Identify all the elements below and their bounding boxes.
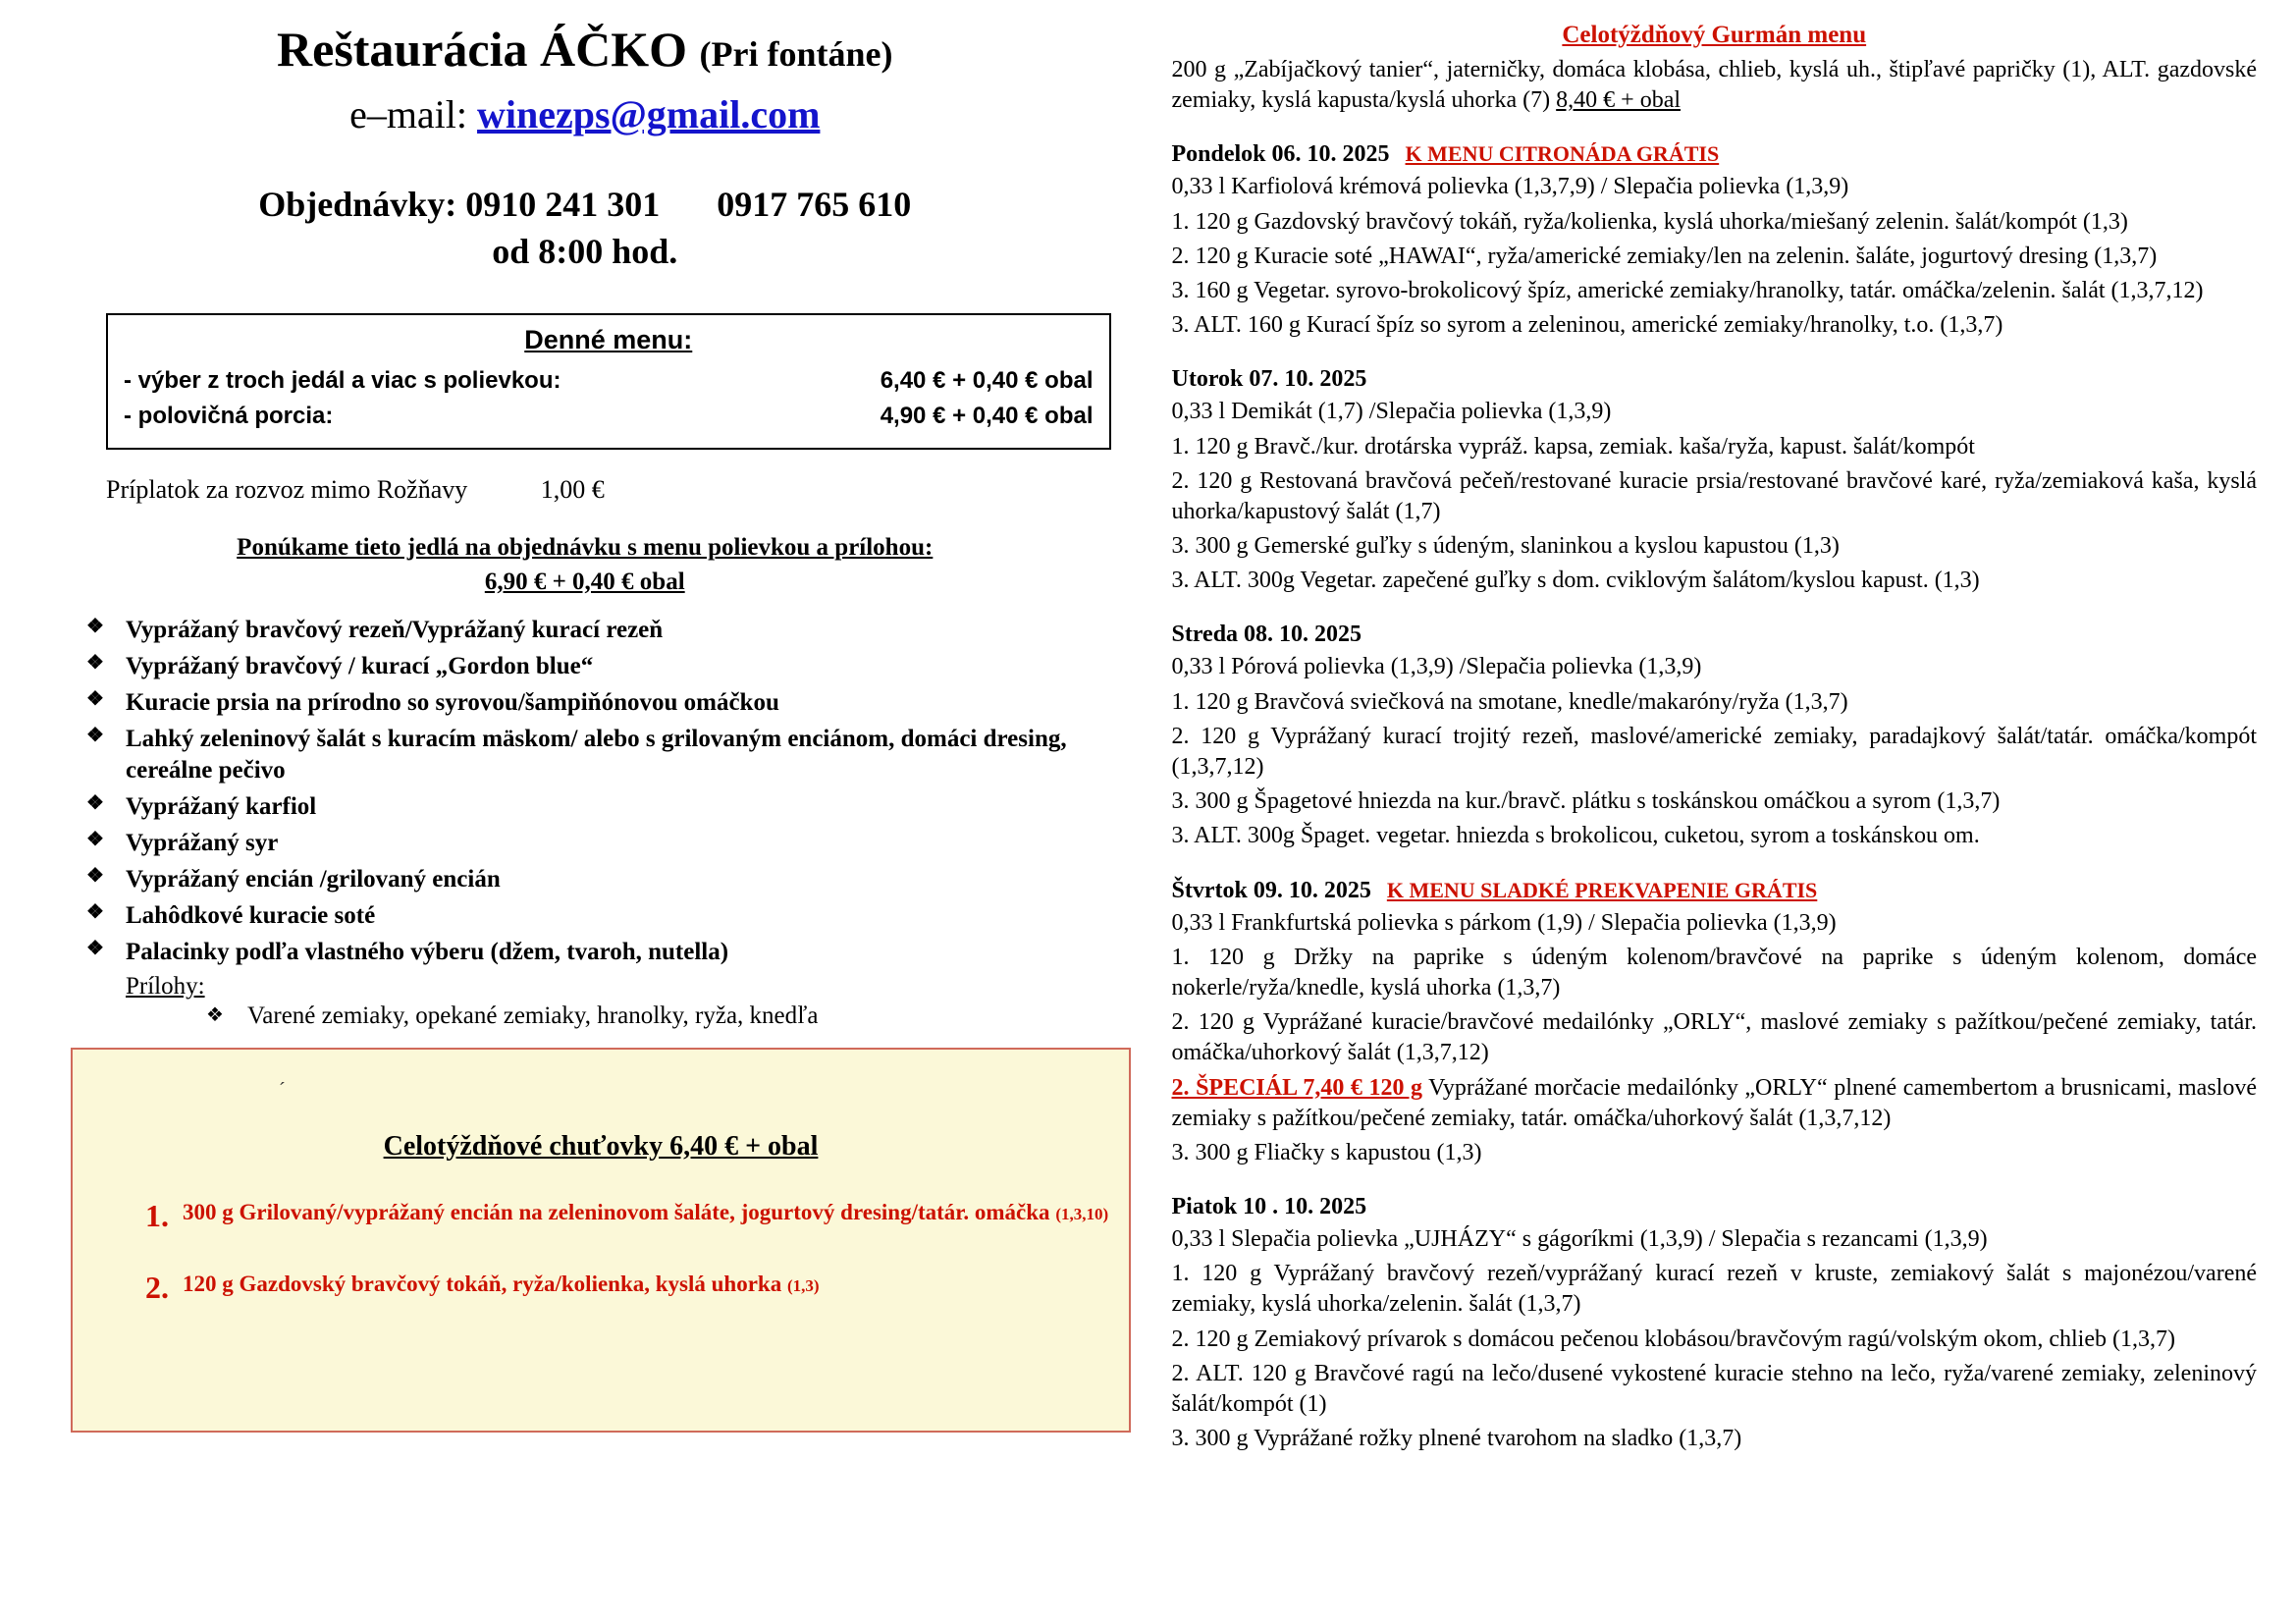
email-label: e–mail:	[349, 91, 468, 136]
menu-line: 0,33 l Pórová polievka (1,3,9) /Slepačia polievka (1,3,9)	[1171, 654, 1702, 680]
list-item: ❖ Vyprážaný bravčový rezeň/Vyprážaný kurací rezeň	[80, 615, 1141, 646]
menu-line: 1. 120 g Bravčová sviečková na smotane, knedle/makaróny/ryža (1,3,7)	[1171, 688, 1848, 715]
list-item: ❖ Vyprážaný bravčový / kurací „Gordon blue“	[80, 651, 1141, 682]
menu-line: 2. 120 g Restovaná bravčová pečeň/restované kuracie prsia/restované bravčové karé, ryža/zemiaková kaša, kyslá uhorka/kapustový šalát (1,7)	[1171, 467, 2257, 524]
gourmet-menu-text	[1172, 55, 2258, 116]
order-offer-line-2: 6,90 € + 0,40 € obal	[484, 568, 685, 595]
delivery-surcharge	[106, 475, 1141, 505]
phone-2: 0917 765 610	[717, 184, 912, 224]
weekly-special-item	[92, 1198, 1109, 1234]
weekly-special-text	[183, 1270, 820, 1306]
order-dishes-list	[29, 615, 1141, 968]
menu-line: 3. 300 g Fliačky s kapustou (1,3)	[1171, 1139, 1482, 1165]
menu-line: 0,33 l Karfiolová krémová polievka (1,3,7,9) / Slepačia polievka (1,3,9)	[1171, 174, 1849, 200]
menu-line: 2. ALT. 120 g Bravčové ragú na lečo/dusené vykostené kuracie stehno na lečo, ryža/varené zemiaky, zeleninový šalát/kompót (1)	[1171, 1360, 2257, 1417]
day-promo: K MENU CITRONÁDA GRÁTIS	[1405, 141, 1720, 167]
orders-phones	[29, 181, 1141, 229]
day-heading-wednesday	[1172, 622, 2258, 648]
list-item: ❖ Vyprážaný syr	[80, 828, 1141, 859]
menu-line: 3. 300 g Vyprážané rožky plnené tvarohom na sladko (1,3,7)	[1171, 1426, 1742, 1452]
daily-menu-row-half-label: - polovičná porcia:	[124, 402, 334, 429]
menu-line-special	[1172, 1073, 2258, 1134]
menu-line: 0,33 l Demikát (1,7) /Slepačia polievka (1,3,9)	[1171, 399, 1612, 425]
restaurant-subtitle: (Pri fontáne)	[699, 34, 893, 74]
menu-line: 3. ALT. 300g Vegetar. zapečené guľky s dom. cviklovým šalátom/kyslou kapust. (1,3)	[1171, 568, 1980, 594]
menu-line: 3. 300 g Špagetové hniezda na kur./bravč. plátku s toskánskou omáčkou a syrom (1,3,7)	[1171, 788, 2001, 815]
day-heading-monday	[1172, 141, 2258, 168]
daily-menu-row-full-label: - výber z troch jedál a viac s polievkou:	[124, 366, 561, 394]
menu-line: 2. 120 g Kuracie soté „HAWAI“, ryža/americké zemiaky/len na zelenin. šaláte, jogurtový dresing (1,3,7)	[1171, 243, 2158, 269]
daily-menu-box	[106, 313, 1111, 450]
day-promo: K MENU SLADKÉ PREKVAPENIE GRÁTIS	[1386, 877, 1818, 902]
menu-line: 0,33 l Slepačia polievka „UJHÁZY“ s gágoríkmi (1,3,9) / Slepačia s rezancami (1,3,9)	[1171, 1226, 1988, 1253]
page-title	[29, 24, 1141, 76]
stray-mark: ´	[279, 1078, 286, 1101]
menu-line: 3. ALT. 160 g Kurací špíz so syrom a zeleninou, americké zemiaky/hranolky, t.o. (1,3,7)	[1171, 312, 2003, 339]
orders-label: Objednávky:	[258, 184, 457, 224]
email-line	[29, 91, 1141, 137]
sides-label: Prílohy:	[126, 972, 205, 1000]
orders-block	[29, 181, 1141, 276]
delivery-surcharge-label: Príplatok za rozvoz mimo Rožňavy	[106, 474, 468, 504]
delivery-surcharge-price: 1,00 €	[540, 474, 605, 504]
weekly-specials-box	[71, 1048, 1131, 1433]
allergens: (1,3,10)	[1055, 1204, 1109, 1223]
left-column	[29, 14, 1158, 1614]
order-offer-line-1: Ponúkame tieto jedlá na objednávku s menu polievkou a prílohou:	[237, 533, 934, 561]
day-name: Pondelok 06. 10. 2025	[1171, 141, 1390, 168]
menu-line: 1. 120 g Gazdovský bravčový tokáň, ryža/kolienka, kyslá uhorka/miešaný zelenin. šalát/kompót (1,3)	[1171, 208, 2128, 235]
orders-time: od 8:00 hod.	[492, 232, 678, 272]
menu-line: 1. 120 g Bravč./kur. drotárska vypráž. kapsa, zemiak. kaša/ryža, kapust. šalát/kompót	[1171, 433, 1975, 460]
menu-line: 1. 120 g Držky na paprike s údeným kolenom/bravčové na paprike s údeným kolenom, domáce nokerle/ryža/knedle, kyslá uhorka (1,3,7)	[1171, 944, 2257, 1001]
list-item: ❖ Kuracie prsia na prírodno so syrovou/šampiňónovou omáčkou	[80, 687, 1141, 719]
weekly-special-description: 120 g Gazdovský bravčový tokáň, ryža/kolienka, kyslá uhorka	[183, 1271, 782, 1296]
menu-line: 3. 300 g Gemerské guľky s údeným, slaninkou a kyslou kapustou (1,3)	[1171, 533, 1840, 560]
special-text: Vyprážané morčacie medailónky „ORLY“ plnené camembertom a brusnicami, maslové zemiaky s pažítkou/pečené zemiaky, tatár. omáčka/uhorkový šalát (1,3,7,12)	[1171, 1074, 2257, 1131]
menu-line: 3. ALT. 300g Špaget. vegetar. hniezda s brokolicou, cuketou, syrom a toskánskou om.	[1171, 823, 1980, 849]
weekly-specials-title: Celotýždňové chuťovky 6,40 € + obal	[383, 1130, 819, 1162]
list-item: ❖ Lahôdkové kuracie soté	[80, 900, 1141, 932]
weekly-special-item	[92, 1270, 1109, 1306]
phone-1: 0910 241 301	[465, 184, 661, 224]
daily-menu-row-half	[124, 399, 1094, 434]
right-column	[1158, 14, 2268, 1614]
menu-line: 2. 120 g Zemiakový prívarok s domácou pečenou klobásou/bravčovým ragú/volským okom, chlieb (1,3,7)	[1171, 1326, 2175, 1352]
email-link[interactable]: winezps@gmail.com	[477, 91, 821, 136]
day-heading-tuesday	[1172, 366, 2258, 393]
menu-line: 1. 120 g Vyprážaný bravčový rezeň/vyprážaný kurací rezeň v kruste, zemiakový šalát s majonézou/varené zemiaky, kyslá uhorka/zelenin. šalát (1,3,7)	[1171, 1261, 2257, 1318]
restaurant-name: Reštaurácia ÁČKO	[277, 22, 688, 77]
special-prefix: 2. ŠPECIÁL 7,40 € 120 g	[1171, 1074, 1423, 1101]
day-name: Štvrtok 09. 10. 2025	[1171, 877, 1371, 903]
gourmet-menu-price: 8,40 € + obal	[1556, 87, 1682, 114]
gourmet-menu-title: Celotýždňový Gurmán menu	[1562, 22, 1867, 48]
weekly-special-number: 1.	[145, 1197, 169, 1233]
daily-menu-row-full-price: 6,40 € + 0,40 € obal	[880, 366, 1094, 394]
day-heading-thursday	[1172, 878, 2258, 904]
weekly-special-description: 300 g Grilovaný/vyprážaný encián na zeleninovom šaláte, jogurtový dresing/tatár. omáčka	[183, 1199, 1050, 1224]
menu-line: 0,33 l Frankfurtská polievka s párkom (1,9) / Slepačia polievka (1,3,9)	[1171, 909, 1837, 936]
daily-menu-row-half-price: 4,90 € + 0,40 € obal	[880, 402, 1094, 429]
menu-line: 3. 160 g Vegetar. syrovo-brokolicový špíz, americké zemiaky/hranolky, tatár. omáčka/zelenin. šalát (1,3,7,12)	[1171, 277, 2204, 303]
list-item: ❖ Vyprážaný encián /grilovaný encián	[80, 864, 1141, 895]
day-name: Piatok 10 . 10. 2025	[1171, 1194, 1367, 1220]
menu-line: 2. 120 g Vyprážané kuracie/bravčové medailónky „ORLY“, maslové zemiaky s pažítkou/pečené zemiaky, tatár. omáčka/uhorkový šalát (1,3,7,12)	[1171, 1009, 2257, 1066]
daily-menu-row-full	[124, 363, 1094, 399]
list-item: ❖ Palacinky podľa vlastného výberu (džem, tvaroh, nutella)	[80, 937, 1141, 968]
gourmet-menu-description: 200 g „Zabíjačkový tanier“, jaterničky, domáca klobása, chlieb, kyslá uh., štipľavé papričky (1), ALT. gazdovské zemiaky, kyslá kapusta/kyslá uhorka (7)	[1171, 57, 2257, 114]
day-name: Streda 08. 10. 2025	[1171, 622, 1362, 648]
day-heading-friday	[1172, 1194, 2258, 1220]
allergens: (1,3)	[786, 1275, 820, 1295]
order-offer-heading	[88, 530, 1082, 599]
menu-line: 2. 120 g Vyprážaný kurací trojitý rezeň, maslové/americké zemiaky, paradajkový šalát/tatár. omáčka/kompót (1,3,7,12)	[1171, 723, 2257, 780]
day-name: Utorok 07. 10. 2025	[1171, 366, 1367, 393]
weekly-special-text	[183, 1198, 1108, 1234]
list-item: ❖ Lahký zeleninový šalát s kuracím mäskom/ alebo s grilovaným enciánom, domáci dresing, cereálne pečivo	[80, 724, 1141, 786]
weekly-special-number: 2.	[145, 1269, 169, 1305]
sides-item: ❖ Varené zemiaky, opekané zemiaky, hranolky, ryža, knedľa	[206, 1002, 1141, 1030]
daily-menu-title: Denné menu:	[524, 324, 693, 354]
list-item: ❖ Vyprážaný karfiol	[80, 791, 1141, 823]
